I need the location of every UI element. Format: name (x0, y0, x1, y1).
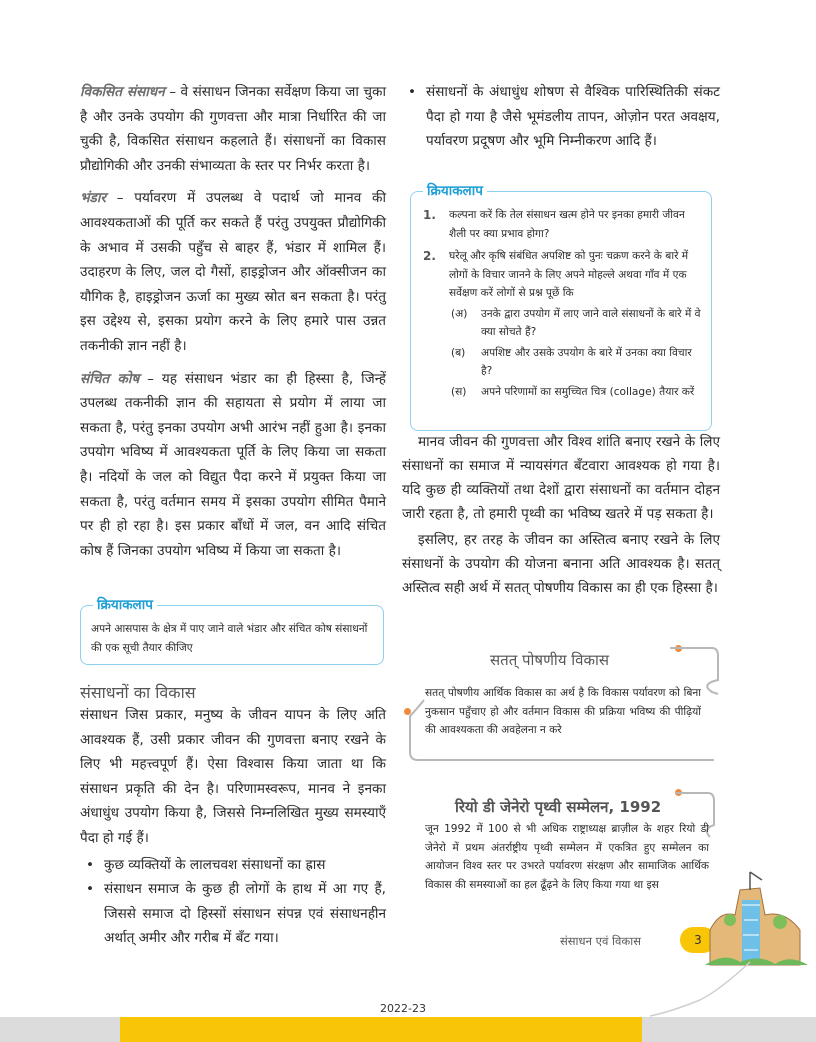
development-text: संसाधन जिस प्रकार, मनुष्य के जीवन यापन के लिए अति आवश्यक हैं, उसी प्रकार जीवन की गुणवत्ता बनाए रखने के लिए भी महत्त्वपूर्ण हैं। ऐसा विश्वास किया जाता था कि संसाधन प्रकृति की देन है। परिणामस्वरूप, मानव ने इनका अंधाधुंध उपयोग किया है, जिससे निम्नलिखित मुख्य समस्याएँ पैदा हो गई हैं। (80, 707, 386, 846)
paragraph-stock (80, 186, 386, 358)
subitem-text: अपशिष्ट और उसके उपयोग के बारे में उनका क्या विचार है? (481, 346, 692, 377)
rio-text: जून 1992 में 100 से भी अधिक राष्ट्राध्यक्ष ब्राज़ील के शहर रियो डी जेनेरो में प्रथम अंतर्राष्ट्रीय पृथ्वी सम्मेलन में एकत्रित हुए सम्मेलन का आयोजन विश्व स्तर पर उभरते पर्यावरण संरक्षण और सामाजिक आर्थिक विकास की समस्याओं का हल ढूँढ़ने के लिए किया गया था इस (425, 823, 709, 891)
activity-text-2: अपने आसपास के क्षेत्र में पाए जाने वाले भंडार और संचित कोष संसाधनों की एक सूची तैयार कीजिए (91, 623, 368, 654)
left-column (80, 80, 386, 563)
rio-title: रियो डी जेनेरो पृथ्वी सम्मेलन, 1992 (455, 798, 662, 816)
activity-box-1 (410, 183, 712, 431)
right-column-top (402, 80, 720, 154)
activity-subitem (423, 383, 701, 402)
footer-accent-bar (120, 1017, 642, 1042)
decorative-curve (640, 960, 760, 1020)
activity-subitem (423, 344, 701, 381)
activity-item (423, 247, 701, 303)
subitem-text: उनके द्वारा उपयोग में लाए जाने वाले संसाधनों के बारे में वे क्या सोचते हैं? (481, 307, 701, 338)
section-heading-development: संसाधनों का विकास (80, 683, 196, 702)
right-column-paragraphs (402, 430, 720, 600)
chapter-name: संसाधन एवं विकास (560, 934, 642, 948)
page-number: 3 (680, 927, 716, 953)
subitem-label: (ब) (451, 346, 466, 359)
sustainable-title: सतत् पोषणीय विकास (490, 651, 610, 669)
item-text: घरेलू और कृषि संबंधित अपशिष्ट को पुनः चक्रण करने के बारे में लोगों के विचार जानने के लिए अपने मोहल्ले अथवा गाँव में एक सर्वेक्षण करें लोगों से प्रश्न पूछें कि (449, 250, 689, 299)
text-reserves: – यह संसाधन भंडार का ही हिस्सा है, जिन्हें उपलब्ध तकनीकी ज्ञान की सहायता से प्रयोग में लाया जा सकता है, परंतु इनका उपयोग अभी आरंभ नहीं हुआ है। इनका उपयोग भविष्य में आवश्यकता पूर्ति के लिए किया जा सकता है। नदियों के जल को विद्युत पैदा करने में प्रयुक्त किया जा सकता है, परंतु वर्तमान समय में इसका उपयोग सीमित पैमाने पर ही हो रहा है। इस प्रकार बाँधों में जल, वन आदि संचित कोष हैं जिनका उपयोग भविष्य में किया जा सकता है। (80, 370, 386, 559)
text-stock: – पर्यावरण में उपलब्ध वे पदार्थ जो मानव की आवश्यकताओं की पूर्ति कर सकते हैं परंतु उपयुक्त प्रौद्योगिकी के अभाव में उसकी पहुँच से बाहर हैं, भंडार में शामिल हैं। उदाहरण के लिए, जल दो गैसों, हाइड्रोजन और ऑक्सीजन का यौगिक है, हाइड्रोजन ऊर्जा का मुख्य स्रोत बन सकता है। परंतु इस उद्देश्य से, इसका प्रयोग करने के लिए हमारे पास उन्नत तकनीकी ज्ञान नहीं है। (80, 190, 386, 354)
activity-box-2 (80, 597, 384, 665)
subitem-label: (स) (451, 385, 467, 398)
paragraph-reserves (80, 367, 386, 564)
term-reserves: संचित कोष (80, 370, 140, 387)
paragraph-planning: इसलिए, हर तरह के जीवन का अस्तित्व बनाए रखने के लिए संसाधनों के उपयोग की योजना बनाना अति आवश्यक है। सतत् अस्तित्व सही अर्थ में सतत् पोषणीय विकास का ही एक हिस्सा है। (402, 532, 720, 596)
bullet-item: • संसाधनों के अंधाधुंध शोषण से वैश्विक पारिस्थितिकी संकट पैदा हो गया है जैसे भूमंडलीय तापन, ओज़ोन परत अवक्षय, पर्यावरण प्रदूषण और भूमि निम्नीकरण आदि हैं। (402, 80, 720, 154)
development-section (80, 703, 386, 951)
term-stock: भंडार (80, 190, 106, 207)
bullet-item: • कुछ व्यक्तियों के लालचवश संसाधनों का ह्रास (80, 853, 386, 878)
subitem-text: अपने परिणामों का समुच्चित चित्र (collage) तैयार करें (481, 385, 695, 398)
activity-subitem (423, 305, 701, 342)
term-developed: विकसित संसाधन (80, 84, 165, 100)
year-label: 2022-23 (380, 1002, 426, 1015)
item-text: कल्पना करें कि तेल संसाधन खत्म होने पर इनका हमारी जीवन शैली पर क्या प्रभाव होगा? (449, 209, 685, 240)
item-number: 2. (423, 249, 436, 263)
item-number: 1. (423, 208, 436, 222)
paragraph-developed-resources (80, 80, 386, 178)
bullet-item: • संसाधन समाज के कुछ ही लोगों के हाथ में आ गए हैं, जिससे समाज दो हिस्सों संसाधन संपन्न एवं संसाधनहीन अर्थात् अमीर और गरीब में बँट गया। (80, 877, 386, 951)
paragraph-equitable: मानव जीवन की गुणवत्ता और विश्व शांति बनाए रखने के लिए संसाधनों का समाज में न्यायसंगत बँटवारा आवश्यक हो गया है। यदि कुछ ही व्यक्तियों तथा देशों द्वारा संसाधनों का वर्तमान दोहन जारी रहता है, तो हमारी पृथ्वी का भविष्य खतरे में पड़ सकता है। (402, 434, 720, 522)
activity-title-2: क्रियाकलाप (93, 595, 157, 613)
activity-title-1: क्रियाकलाप (423, 181, 487, 199)
subitem-label: (अ) (451, 307, 468, 320)
sustainable-text: सतत् पोषणीय आर्थिक विकास का अर्थ है कि विकास पर्यावरण को बिना नुकसान पहुँचाए हो और वर्तमान विकास की प्रक्रिया भविष्य की पीढ़ियों की आवश्यकता की अवहेलना न करे (425, 687, 701, 736)
waterfall-illustration-icon (700, 870, 810, 970)
activity-list (423, 206, 701, 401)
orange-dot-icon (404, 708, 411, 715)
text-developed: – वे संसाधन जिनका सर्वेक्षण किया जा चुका है और उनके उपयोग की गुणवत्ता और मात्रा निर्धारित की जा चुकी है, विकसित संसाधन कहलाते हैं। संसाधनों का विकास प्रौद्योगिकी और उनकी संभाव्यता के स्तर पर निर्भर करता है। (80, 84, 387, 174)
activity-item (423, 206, 701, 243)
